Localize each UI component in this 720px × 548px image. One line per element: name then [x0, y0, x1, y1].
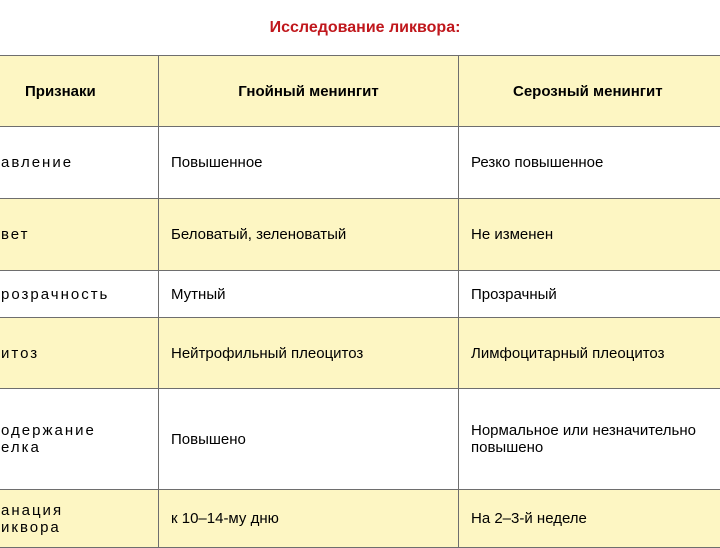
table-row [0, 199, 720, 271]
table-row [0, 271, 720, 318]
row-sign-sanation: анация иквора [0, 490, 159, 548]
table-row [0, 490, 720, 548]
cell-serous: Резко повышенное [459, 127, 720, 199]
row-sign-protein: одержание елка [0, 389, 159, 490]
row-sign-color: вет [0, 199, 159, 271]
csf-comparison-table [0, 55, 720, 548]
header-purulent-meningitis: Гнойный менингит [159, 56, 459, 127]
row-sign-cytosis: итоз [0, 318, 159, 389]
header-serous-meningitis: Серозный менингит [459, 56, 720, 127]
cell-purulent: к 10–14-му дню [159, 490, 459, 548]
cell-purulent: Повышенное [159, 127, 459, 199]
cell-purulent: Мутный [159, 271, 459, 318]
cell-serous: Не изменен [459, 199, 720, 271]
cell-serous: Лимфоцитарный плеоцитоз [459, 318, 720, 389]
cell-serous: На 2–3-й неделе [459, 490, 720, 548]
row-sign-pressure: авление [0, 127, 159, 199]
slide-title: Исследование ликвора: [0, 0, 720, 55]
header-signs: Признаки [0, 56, 159, 127]
row-sign-transparency: розрачность [0, 271, 159, 318]
cell-serous: Прозрачный [459, 271, 720, 318]
table-row [0, 127, 720, 199]
cell-purulent: Беловатый, зеленоватый [159, 199, 459, 271]
table-row [0, 389, 720, 490]
table-header-row [0, 56, 720, 127]
cell-purulent: Нейтрофильный плеоцитоз [159, 318, 459, 389]
cell-purulent: Повышено [159, 389, 459, 490]
table-row [0, 318, 720, 389]
cell-serous: Нормальное или незначительно повышено [459, 389, 720, 490]
